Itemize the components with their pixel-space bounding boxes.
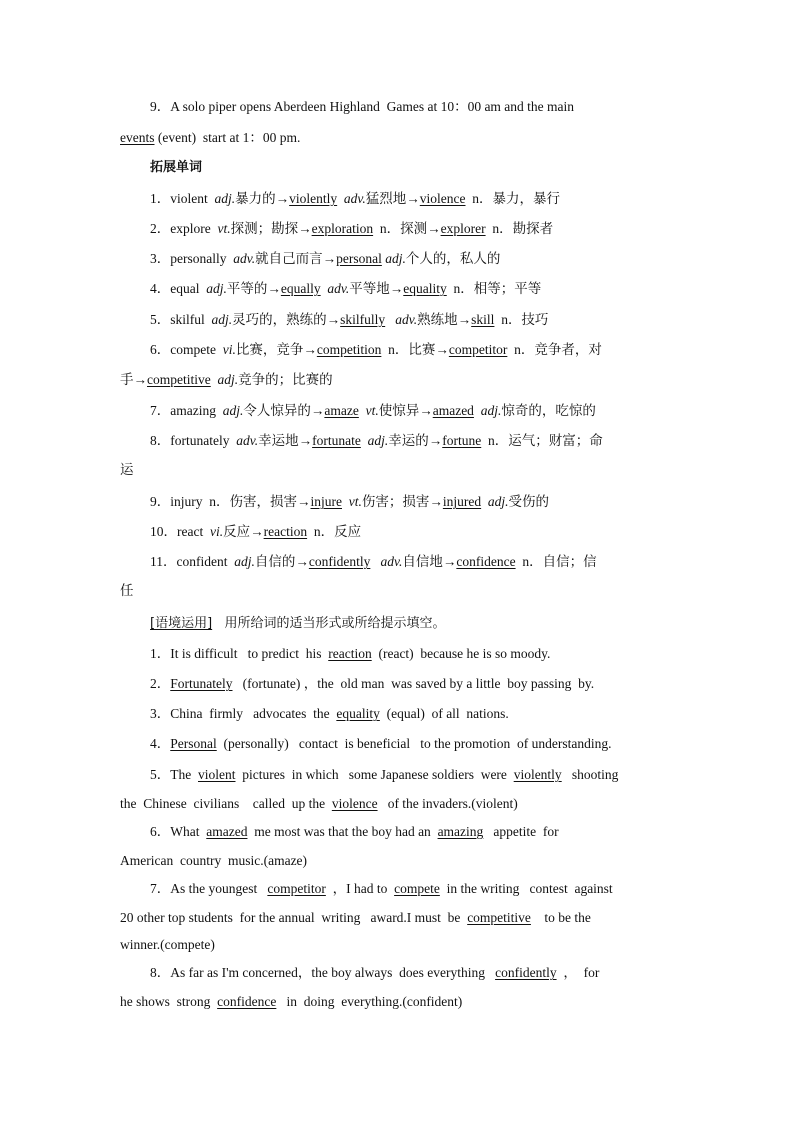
word-text: 熟练地→ — [417, 312, 472, 327]
q5-line2-post: of the invaders.(violent) — [377, 796, 518, 811]
item-9-line-1 — [150, 98, 794, 116]
q3-answer: equality — [336, 706, 380, 721]
word-text: 使惊异→ — [378, 403, 433, 418]
word-text: 平等的→ — [226, 281, 281, 296]
q4-pre: 4． — [150, 736, 171, 751]
q5-p2: pictures in which some Japanese soldiers were — [235, 767, 514, 782]
q6-p3: appetite for — [483, 824, 559, 839]
word-text: 竞争的；比赛的 — [238, 372, 333, 387]
word-text: 探测；勘探→ — [230, 221, 312, 236]
word-family-item — [150, 190, 794, 208]
word-text: 伤害；损害→ — [361, 494, 443, 509]
word-family-item — [120, 371, 794, 389]
q7-answer-2: compete — [394, 881, 440, 896]
q2-post: (fortunate) ，the old man was saved by a little boy passing by. — [232, 676, 595, 691]
word-text: 就自己而言→ — [255, 251, 337, 266]
part-of-speech: vt. — [217, 221, 231, 236]
heading-instruction: 用所给词的适当形式或所给提示填空。 — [212, 616, 446, 631]
part-of-speech: adv. — [320, 281, 350, 296]
q7-answer-3: competitive — [467, 910, 531, 925]
part-of-speech: adv. — [233, 251, 256, 266]
part-of-speech: adv. — [370, 554, 403, 569]
word-text: 比赛，竞争→ — [235, 342, 317, 357]
word-text: 受伤的 — [508, 494, 550, 509]
q6-answer-2: amazing — [437, 824, 484, 839]
q5-line2-pre: the Chinese civilians called up the — [120, 796, 332, 811]
word-family-item — [150, 341, 794, 359]
word-answer: skill — [471, 312, 495, 327]
word-text: 6．compete — [150, 342, 223, 357]
part-of-speech: adj. — [360, 433, 389, 448]
q8-p1: 8．As far as I'm concerned，the boy always does everything — [150, 965, 496, 980]
question-7-line-2 — [120, 909, 794, 927]
word-text: 暴力的→ — [235, 191, 290, 206]
question-6-line-2 — [120, 852, 794, 870]
word-answer: exploration — [311, 221, 374, 236]
q1-post: (react) because he is so moody. — [371, 646, 551, 661]
word-family-item — [120, 461, 794, 479]
word-text: 9．injury n．伤害，损害→ — [150, 494, 311, 509]
word-text: 10．react — [150, 524, 210, 539]
word-text: 4．equal — [150, 281, 207, 296]
question-3 — [150, 705, 794, 723]
item-9-text: 9．A solo piper opens Aberdeen Highland Games at 10：00 am and the main — [150, 99, 575, 114]
part-of-speech: vt. — [358, 403, 379, 418]
question-6-line-1 — [150, 823, 794, 841]
word-text: 7．amazing — [150, 403, 223, 418]
word-text: n．自信；信 — [515, 554, 597, 569]
q7-p2: ，I had to — [325, 881, 395, 896]
q2-answer: Fortunately — [170, 676, 233, 691]
word-answer: amaze — [324, 403, 359, 418]
word-text: n．暴力，暴行 — [465, 191, 560, 206]
part-of-speech: vt. — [342, 494, 362, 509]
q3-pre: 3．China firmly advocates the — [150, 706, 337, 721]
q1-pre: 1．It is difficult to predict his — [150, 646, 329, 661]
question-5-line-1 — [150, 766, 794, 784]
q7-p1: 7．As the youngest — [150, 881, 268, 896]
word-answer: equally — [280, 281, 321, 296]
word-text: 任 — [120, 583, 134, 598]
word-text: n．技巧 — [494, 312, 549, 327]
part-of-speech: adv. — [385, 312, 418, 327]
q4-answer: Personal — [170, 736, 217, 751]
word-answer: confidence — [456, 554, 516, 569]
part-of-speech: adj. — [473, 403, 502, 418]
q8-line2-pre: he shows strong — [120, 994, 218, 1009]
word-family-item — [150, 432, 794, 450]
word-text: 令人惊异的→ — [243, 403, 325, 418]
word-family-item — [150, 311, 794, 329]
q6-line2: American country music.(amaze) — [120, 853, 308, 868]
q5-answer-1: violent — [198, 767, 236, 782]
word-text: 运 — [120, 462, 134, 477]
word-answer: fortunate — [312, 433, 361, 448]
item-9-line-2 — [120, 129, 794, 147]
q2-pre: 2． — [150, 676, 171, 691]
word-answer: violently — [289, 191, 338, 206]
word-text: n．比赛→ — [381, 342, 449, 357]
question-8-line-2 — [120, 993, 794, 1011]
question-7-line-3 — [120, 936, 794, 954]
question-4 — [150, 735, 794, 753]
question-7-line-1 — [150, 880, 794, 898]
question-5-line-2 — [120, 795, 794, 813]
part-of-speech: vi. — [209, 524, 224, 539]
word-family-item — [150, 553, 794, 571]
word-text: 自信的→ — [254, 554, 309, 569]
heading-bracket: [语境运用] — [150, 616, 213, 631]
part-of-speech: adj. — [206, 281, 227, 296]
word-text: 11．confident — [150, 554, 235, 569]
part-of-speech: adj. — [211, 312, 233, 327]
word-text: 猛烈地→ — [365, 191, 420, 206]
word-text: 手→ — [120, 372, 147, 387]
word-answer: injure — [310, 494, 342, 509]
q5-answer-3: violence — [331, 796, 378, 811]
word-text: 灵巧的，熟练的→ — [232, 312, 341, 327]
word-text: 5．skilful — [150, 312, 212, 327]
word-answer: personal — [336, 251, 382, 266]
word-answer: amazed — [432, 403, 474, 418]
question-8-line-1 — [150, 964, 794, 982]
word-family-item — [120, 582, 794, 600]
part-of-speech: adj. — [234, 554, 255, 569]
word-text: 反应→ — [223, 524, 264, 539]
word-answer: competition — [316, 342, 382, 357]
word-answer: equality — [403, 281, 447, 296]
q6-answer-1: amazed — [206, 824, 248, 839]
q7-line2-post: to be the — [530, 910, 591, 925]
word-answer: violence — [419, 191, 466, 206]
q5-p1: 5．The — [150, 767, 198, 782]
word-text: n．勘探者 — [485, 221, 554, 236]
word-text: n．反应 — [307, 524, 362, 539]
word-text: 平等地→ — [349, 281, 404, 296]
word-answer: competitive — [147, 372, 211, 387]
part-of-speech: adj. — [381, 251, 406, 266]
word-text: 3．personally — [150, 251, 234, 266]
q7-p3: in the writing contest against — [439, 881, 613, 896]
word-family-item — [150, 523, 794, 541]
q3-post: (equal) of all nations. — [379, 706, 509, 721]
word-answer: reaction — [263, 524, 308, 539]
part-of-speech: adj. — [214, 191, 236, 206]
word-answer: confidently — [308, 554, 371, 569]
word-family-item — [150, 493, 794, 511]
q7-answer-1: competitor — [267, 881, 326, 896]
word-text: 幸运的→ — [388, 433, 443, 448]
q6-p1: 6．What — [150, 824, 207, 839]
word-answer: skilfully — [340, 312, 386, 327]
part-of-speech: adv. — [337, 191, 366, 206]
word-text: n．相等；平等 — [446, 281, 542, 296]
word-family-item — [150, 250, 794, 268]
q1-answer: reaction — [328, 646, 372, 661]
item-9-answer: events — [120, 130, 155, 145]
q5-answer-2: violently — [513, 767, 562, 782]
word-text: 幸运地→ — [258, 433, 313, 448]
q4-post: (personally) contact is beneficial to the promotion of understanding. — [216, 736, 612, 751]
word-text: n．竞争者，对 — [507, 342, 602, 357]
part-of-speech: adj. — [210, 372, 239, 387]
q6-p2: me most was that the boy had an — [247, 824, 438, 839]
word-text: 个人的，私人的 — [405, 251, 501, 266]
question-1 — [150, 645, 794, 663]
word-family-item — [150, 220, 794, 238]
word-answer: fortune — [442, 433, 482, 448]
word-answer: competitor — [448, 342, 508, 357]
word-family-item — [150, 280, 794, 298]
q7-line3: winner.(compete) — [120, 937, 215, 952]
word-text: 1．violent — [150, 191, 215, 206]
section-heading-context — [150, 614, 794, 633]
word-text: 8．fortunately — [150, 433, 237, 448]
word-family-item — [150, 402, 794, 420]
q8-p2: ， for — [556, 965, 600, 980]
word-answer: injured — [442, 494, 482, 509]
q8-line2-post: in doing everything.(confident) — [276, 994, 463, 1009]
q7-line2-pre: 20 other top students for the annual writing award.I must be — [120, 910, 468, 925]
question-2 — [150, 675, 794, 693]
word-text: 惊奇的，吃惊的 — [501, 403, 596, 418]
part-of-speech: adj. — [481, 494, 509, 509]
q8-answer-1: confidently — [495, 965, 557, 980]
word-text: 2．explore — [150, 221, 218, 236]
item-9-rest: (event) start at 1：00 pm. — [154, 130, 301, 145]
word-text: n．探测→ — [373, 221, 441, 236]
q5-p3: shooting — [561, 767, 619, 782]
part-of-speech: adj. — [222, 403, 244, 418]
heading-text: 拓展单词 — [150, 160, 203, 175]
word-text: n．运气；财富；命 — [481, 433, 603, 448]
part-of-speech: vi. — [222, 342, 236, 357]
word-text: 自信地→ — [402, 554, 457, 569]
word-answer: explorer — [440, 221, 486, 236]
part-of-speech: adv. — [236, 433, 259, 448]
q8-answer-2: confidence — [217, 994, 277, 1009]
section-heading-extend-words — [150, 159, 794, 177]
